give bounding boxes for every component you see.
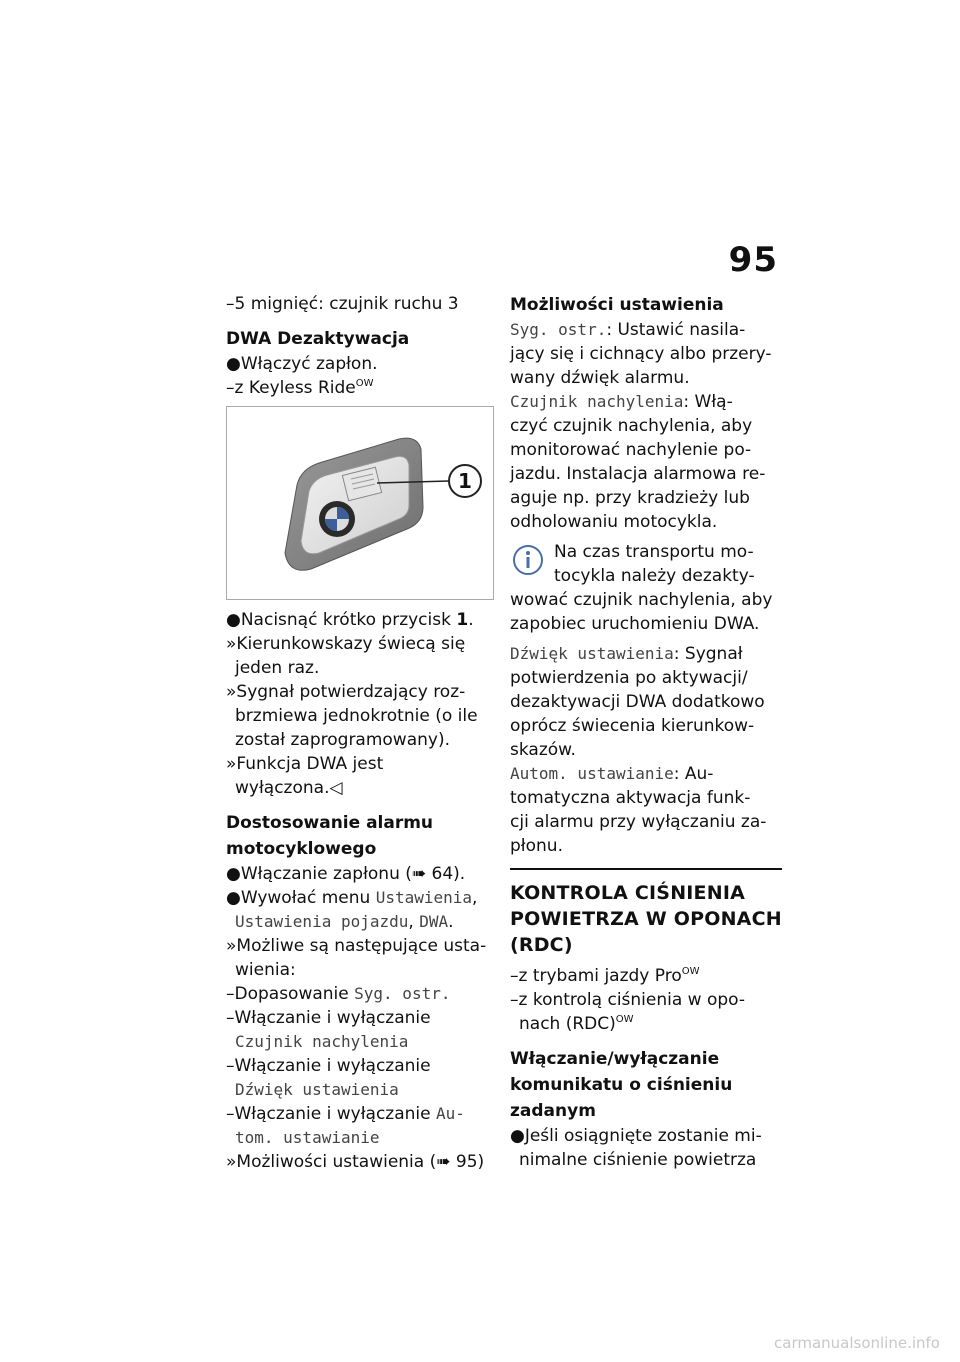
text-line: tom. ustawianie (235, 1128, 380, 1147)
text-line: tocykla należy dezakty- (554, 566, 755, 586)
ow-superscript: OW (681, 966, 700, 977)
text-line: Dźwięk ustawienia (235, 1080, 399, 1099)
chapter-heading-rdc: KONTROLA CIŚNIENIA (510, 882, 746, 904)
text-line: –Dopasowanie Syg. ostr. (226, 984, 451, 1004)
text-line: –z trybami jazdy Pro$^{OW}$ (510, 966, 700, 986)
text-line: nach (RDC)$^{OW}$ (519, 1014, 634, 1034)
text-line: brzmiewa jednokrotnie (o ile (235, 706, 478, 726)
text-line: płonu. (510, 836, 563, 856)
text-line: Syg. ostr.: Ustawić nasila- (510, 320, 746, 340)
ow-superscript: OW (615, 1014, 634, 1025)
text-line: Na czas transportu mo- (554, 542, 754, 562)
text-line: jeden raz. (235, 658, 320, 678)
chapter-heading-rdc-2: POWIETRZA W OPONACH (510, 908, 782, 930)
text-line: ●Nacisnąć krótko przycisk 1. (226, 610, 474, 630)
text-line: monitorować nachylenie po- (510, 440, 752, 460)
section-divider (510, 868, 782, 870)
page-number: 95 (728, 240, 778, 280)
text-line: dezaktywacji DWA dodatkowo (510, 692, 765, 712)
text-line: »Możliwości ustawienia (➠ 95) (226, 1152, 485, 1172)
left-column (226, 292, 498, 1174)
chapter-heading-rdc-3: (RDC) (510, 934, 573, 956)
section-heading-dwa-deactivation: DWA Dezaktywacja (226, 329, 410, 349)
key-fob-image (227, 407, 493, 599)
text-line: nimalne ciśnienie powietrza (519, 1150, 757, 1170)
info-icon (510, 542, 546, 578)
text-line: oprócz świecenia kierunkow- (510, 716, 755, 736)
section-heading-pressure-msg-2: komunikatu o ciśnieniu (510, 1075, 733, 1095)
section-heading-pressure-msg: Włączanie/wyłączanie (510, 1049, 720, 1069)
text-line: –Włączanie i wyłączanie (226, 1056, 431, 1076)
section-heading-alarm-adjust-2: motocyklowego (226, 839, 377, 859)
text-line: Ustawienia pojazdu, DWA. (235, 912, 454, 932)
text-line: –z kontrolą ciśnienia w opo- (510, 990, 746, 1010)
section-heading-options: Możliwości ustawienia (510, 295, 724, 315)
text-line: zapobiec uruchomieniu DWA. (510, 614, 760, 634)
text-line: ●Włączyć zapłon. (226, 354, 378, 374)
text-line: –5 mignięć: czujnik ruchu 3 (226, 294, 459, 314)
footer-watermark: carmanualsonline.info (774, 1334, 940, 1352)
text-line: –Włączanie i wyłączanie (226, 1008, 431, 1028)
text-line: »Sygnał potwierdzający roz- (226, 682, 466, 702)
text-line: tomatyczna aktywacja funk- (510, 788, 751, 808)
text-line: odholowaniu motocykla. (510, 512, 718, 532)
text-line: jazdu. Instalacja alarmowa re- (510, 464, 766, 484)
text-line: jący się i cichnący albo przery- (510, 344, 772, 364)
text-line: »Kierunkowskazy świecą się (226, 634, 466, 654)
section-heading-alarm-adjust: Dostosowanie alarmu (226, 813, 434, 833)
text-line: czyć czujnik nachylenia, aby (510, 416, 753, 436)
ow-superscript: OW (355, 378, 374, 389)
text-line: ●Wywołać menu Ustawienia, (226, 888, 478, 908)
text-line: potwierdzenia po aktywacji/ (510, 668, 748, 688)
text-line: Dźwięk ustawienia: Sygnał (510, 644, 743, 664)
text-line: ●Jeśli osiągnięte zostanie mi- (510, 1126, 762, 1146)
text-line: wany dźwięk alarmu. (510, 368, 690, 388)
info-note (510, 540, 782, 636)
text-line: ●Włączanie zapłonu (➠ 64). (226, 864, 466, 884)
text-line: został zaprogramowany). (235, 730, 450, 750)
text-line: wować czujnik nachylenia, aby (510, 590, 773, 610)
text-line: –z Keyless Ride$^{OW}$ (226, 378, 374, 398)
section-heading-pressure-msg-3: zadanym (510, 1101, 596, 1121)
text-line: »Funkcja DWA jest (226, 754, 384, 774)
figure-callout-1: 1 (458, 469, 472, 493)
text-line: Autom. ustawianie: Au- (510, 764, 714, 784)
text-line: wienia: (235, 960, 296, 980)
text-line: cji alarmu przy wyłączaniu za- (510, 812, 767, 832)
text-line: –Włączanie i wyłączanie Au- (226, 1104, 465, 1124)
text-line: »Możliwe są następujące usta- (226, 936, 487, 956)
text-line: aguje np. przy kradzieży lub (510, 488, 750, 508)
text-line: Czujnik nachylenia: Włą- (510, 392, 733, 412)
text-line: wyłączona.◁ (235, 778, 343, 798)
key-fob-figure (226, 406, 494, 600)
right-column (510, 292, 782, 1172)
text-line: Czujnik nachylenia (235, 1032, 409, 1051)
text-line: skazów. (510, 740, 576, 760)
